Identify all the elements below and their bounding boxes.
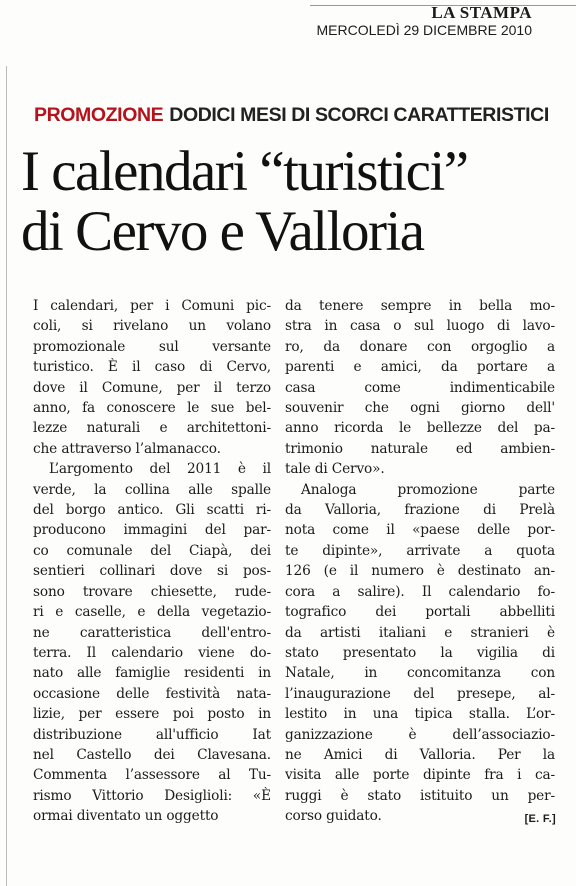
article-column-1 <box>33 296 271 827</box>
article-line: 126 (e il numero è destinato an- <box>285 563 555 580</box>
article-line: dove il Comune, per il terzo <box>33 379 271 396</box>
section-tag: PROMOZIONE <box>34 104 164 126</box>
article-line: ne Amici di Valloria. Per la <box>285 746 555 763</box>
article-line: te dipinte», arrivate a quota <box>285 542 555 559</box>
article-line: co comunale del Ciapà, dei <box>33 542 271 559</box>
article-line: ruggi è stato istituito un per- <box>285 787 555 804</box>
author-signature: [E. F.] <box>524 813 556 826</box>
article-line: sono trovare chiesette, rude- <box>33 583 271 600</box>
headline-line-2: di Cervo e Valloria <box>21 200 424 263</box>
article-line: ne caratteristica dell'entro- <box>33 624 271 641</box>
article-line: stra in casa o sul luogo di lavo- <box>285 318 555 335</box>
article-line: Commenta l’assessore al Tu- <box>33 767 271 784</box>
article-line: anno, fa conoscere le sue bel- <box>33 400 271 417</box>
article-line: visita alle porte dipinte fra i ca- <box>285 767 555 784</box>
article-line: promozionale sul versante <box>33 338 271 355</box>
article-line: souvenir che ogni giorno dell' <box>285 400 555 417</box>
publication-date: MERCOLEDÌ 29 DICEMBRE 2010 <box>316 22 532 38</box>
newspaper-name: LA STAMPA <box>431 3 532 22</box>
article-line: producono immagini del par- <box>33 522 271 539</box>
kicker-subtitle: DODICI MESI DI SCORCI CARATTERISTICI <box>169 104 549 126</box>
article-line: coli, si rivelano un volano <box>33 318 271 335</box>
article-line: rismo Vittorio Desiglioli: «È <box>33 787 271 804</box>
article-line: lestito in una tipica stalla. L’or- <box>285 706 555 723</box>
headline-line-1: I calendari “turistici” <box>21 140 468 203</box>
article-line: del borgo antico. Gli scatti ri- <box>33 502 271 519</box>
article-line: ri e caselle, e della vegetazio- <box>33 604 271 621</box>
left-column-rule <box>6 66 7 886</box>
article-line: trimonio naturale ed ambien- <box>285 440 555 457</box>
article-line: corso guidato. [E. F.] <box>285 806 555 826</box>
masthead <box>316 4 532 38</box>
article-line: occasione delle festività nata- <box>33 685 271 702</box>
article-line: da artisti italiani e stranieri è <box>285 624 555 641</box>
article-line: da Valloria, frazione di Prelà <box>285 502 555 519</box>
article-line: nota come il «paese delle por- <box>285 522 555 539</box>
article-line: casa come indimenticabile <box>285 379 555 396</box>
article-line: ormai diventato un oggetto <box>33 808 219 825</box>
article-line: cora a salire). Il calendario fo- <box>285 583 555 600</box>
article-line: stato presentato la vigilia di <box>285 644 555 661</box>
article-line: lezze naturali e architettoni- <box>33 420 271 437</box>
article-line: tografico dei portali abbelliti <box>285 604 555 621</box>
article-line: sentieri collinari dove si pos- <box>33 563 271 580</box>
article-line: che attraverso l’almanacco. <box>33 440 221 457</box>
article-line: Natale, in concomitanza con <box>285 665 555 682</box>
headline <box>21 142 571 262</box>
article-line: turistico. È il caso di Cervo, <box>33 359 271 376</box>
article-line: I calendari, per i Comuni pic- <box>33 298 271 314</box>
article-line: da tenere sempre in bella mo- <box>285 298 555 314</box>
article-line: anno ricorda le bellezze del pa- <box>285 420 555 437</box>
article-line: terra. Il calendario viene do- <box>33 644 271 661</box>
article-line: tale di Cervo». <box>285 461 385 478</box>
article-line: ganizzazione è dell’associazio- <box>285 726 555 743</box>
article-line: nel Castello dei Clavesana. <box>33 746 271 763</box>
article-line: Analoga promozione parte <box>301 481 555 498</box>
article-line: verde, la collina alle spalle <box>33 481 271 498</box>
article-line: l’inaugurazione del presepe, al- <box>285 685 555 702</box>
article-line: L’argomento del 2011 è il <box>49 461 271 478</box>
article-line: parenti e amici, da portare a <box>285 359 555 376</box>
article-column-2 <box>285 296 555 827</box>
article-line: nato alle famiglie residenti in <box>33 665 271 682</box>
article-line: lizie, per essere poi posto in <box>33 706 271 723</box>
kicker <box>34 103 574 127</box>
article-line: ro, da donare con orgoglio a <box>285 338 555 355</box>
article-line: distribuzione all'ufficio Iat <box>33 726 271 743</box>
